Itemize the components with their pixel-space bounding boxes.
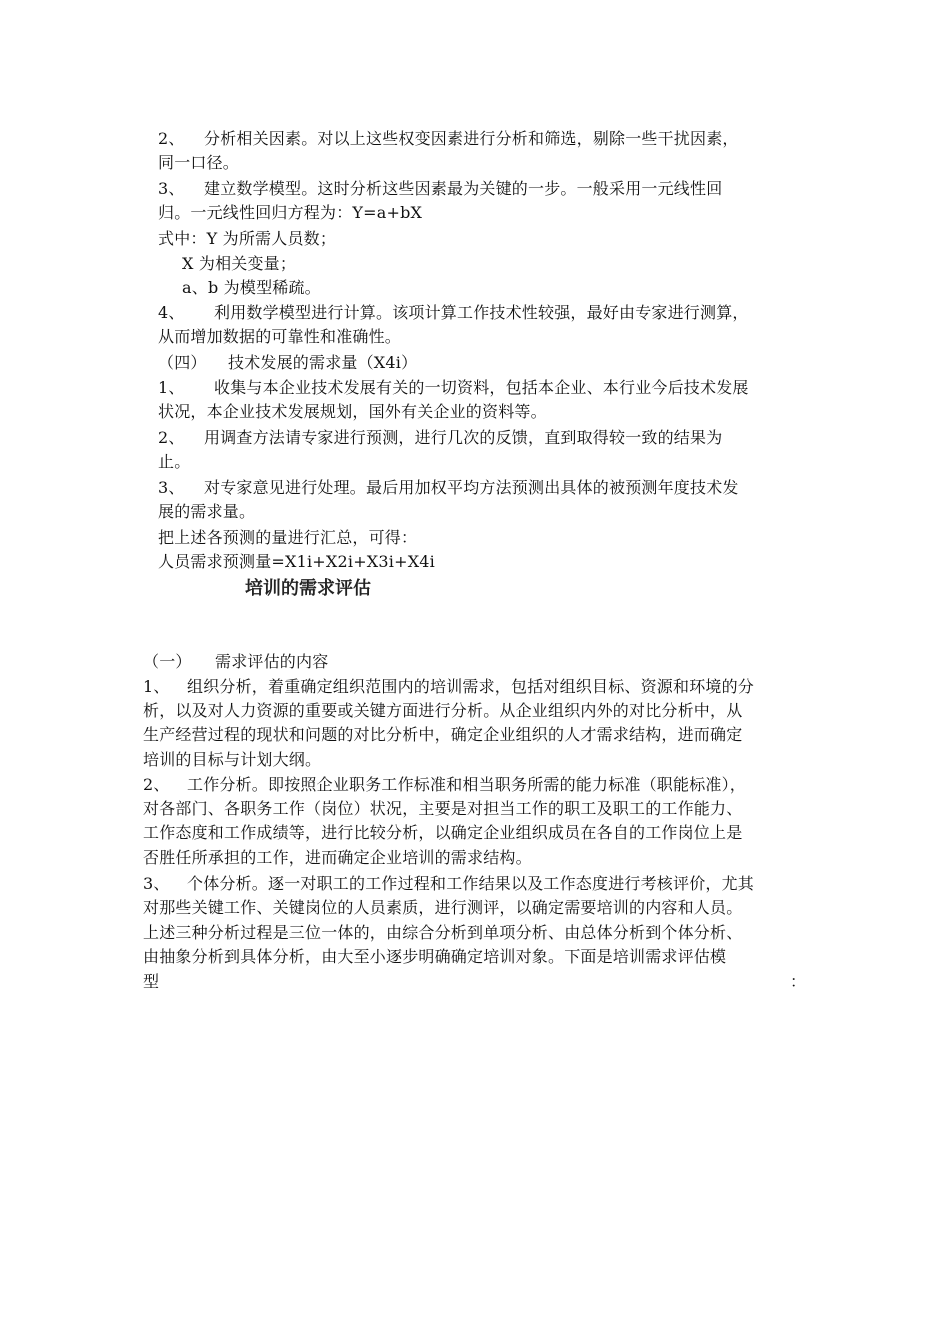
- s4-item-2-line-1: [158, 426, 722, 450]
- item-number: 3、: [143, 874, 170, 893]
- item-text: 收集与本企业技术发展有关的一切资料，包括本企业、本行业今后技术发展: [214, 378, 749, 397]
- item-3-line-1: [158, 177, 722, 201]
- item-text: 利用数学模型进行计算。该项计算工作技术性较强，最好由专家进行测算，: [214, 303, 749, 322]
- item-text: 个体分析。逐一对职工的工作过程和工作结果以及工作态度进行考核评价，尤其: [187, 874, 755, 893]
- section-title: 培训的需求评估: [245, 578, 371, 599]
- training-heading: [143, 650, 328, 674]
- item-text: 用调查方法请专家进行预测，进行几次的反馈，直到取得较一致的结果为: [204, 428, 723, 447]
- s4-item-3-line-2: 展的需求量。: [158, 502, 256, 521]
- item-text: 组织分析，着重确定组织范围内的培训需求，包括对组织目标、资源和环境的分: [187, 677, 755, 696]
- t-item-2-line-2: 对各部门、各职务工作（岗位）状况，主要是对担当工作的职工及职工的工作能力、: [143, 799, 743, 818]
- item-text: 分析相关因素。对以上这些权变因素进行分析和筛选，剔除一些干扰因素，: [204, 129, 739, 148]
- formula-ab: a、b 为模型稀疏。: [182, 278, 321, 297]
- section-heading-text: 技术发展的需求量（X4i）: [228, 353, 418, 372]
- item-number: 3、: [158, 478, 185, 497]
- t-item-2-line-4: 否胜任所承担的工作，进而确定企业培训的需求结构。: [143, 848, 532, 867]
- t-item-3-line-1: [143, 872, 754, 896]
- conclusion-line-3-colon: ：: [790, 972, 807, 991]
- t-item-3-line-2: 对那些关键工作、关键岗位的人员素质，进行测评，以确定需要培训的内容和人员。: [143, 898, 743, 917]
- item-text: 工作分析。即按照企业职务工作标准和相当职务所需的能力标准（职能标准），: [187, 775, 747, 794]
- section-heading-text: 需求评估的内容: [215, 652, 329, 671]
- s4-item-1-line-1: [158, 376, 749, 400]
- section-number: （一）: [143, 652, 192, 671]
- s4-item-3-line-1: [158, 476, 739, 500]
- formula-where: 式中：Y 为所需人员数；: [158, 229, 337, 248]
- t-item-1-line-4: 培训的目标与计划大纲。: [143, 750, 322, 769]
- item-4-line-2: 从而增加数据的可靠性和准确性。: [158, 327, 402, 346]
- item-text: 建立数学模型。这时分析这些因素最为关键的一步。一般采用一元线性回: [204, 179, 723, 198]
- item-number: 1、: [158, 378, 185, 397]
- t-item-1-line-3: 生产经营过程的现状和问题的对比分析中，确定企业组织的人才需求结构，进而确定: [143, 725, 743, 744]
- item-4-line-1: [158, 301, 749, 325]
- demand-formula: 人员需求预测量=X1i+X2i+X3i+X4i: [158, 552, 435, 571]
- conclusion-line-1: 上述三种分析过程是三位一体的，由综合分析到单项分析、由总体分析到个体分析、: [143, 923, 743, 942]
- t-item-1-line-2: 析，以及对人力资源的重要或关键方面进行分析。从企业组织内外的对比分析中，从: [143, 701, 743, 720]
- s4-item-1-line-2: 状况，本企业技术发展规划，国外有关企业的资料等。: [158, 402, 547, 421]
- item-number: 2、: [158, 428, 185, 447]
- section-number: （四）: [158, 353, 207, 372]
- s4-item-2-line-2: 止。: [158, 452, 191, 471]
- t-item-2-line-3: 工作态度和工作成绩等，进行比较分析，以确定企业组织成员在各自的工作岗位上是: [143, 823, 743, 842]
- item-number: 3、: [158, 179, 185, 198]
- summary-text: 把上述各预测的量进行汇总，可得：: [158, 528, 418, 547]
- item-text: 对专家意见进行处理。最后用加权平均方法预测出具体的被预测年度技术发: [204, 478, 739, 497]
- item-number: 2、: [158, 129, 185, 148]
- item-2-line-1: [158, 127, 739, 151]
- t-item-1-line-1: [143, 675, 754, 699]
- item-number: 4、: [158, 303, 185, 322]
- section-four-heading: [158, 351, 417, 375]
- conclusion-line-2: 由抽象分析到具体分析，由大至小逐步明确确定培训对象。下面是培训需求评估模: [143, 947, 727, 966]
- t-item-2-line-1: [143, 773, 746, 797]
- item-number: 2、: [143, 775, 170, 794]
- conclusion-line-3: 型: [143, 972, 160, 991]
- item-3-line-2: 归。一元线性回归方程为：Y=a+bX: [158, 203, 423, 222]
- item-number: 1、: [143, 677, 170, 696]
- formula-x: X 为相关变量；: [182, 254, 297, 273]
- item-2-line-2: 同一口径。: [158, 153, 240, 172]
